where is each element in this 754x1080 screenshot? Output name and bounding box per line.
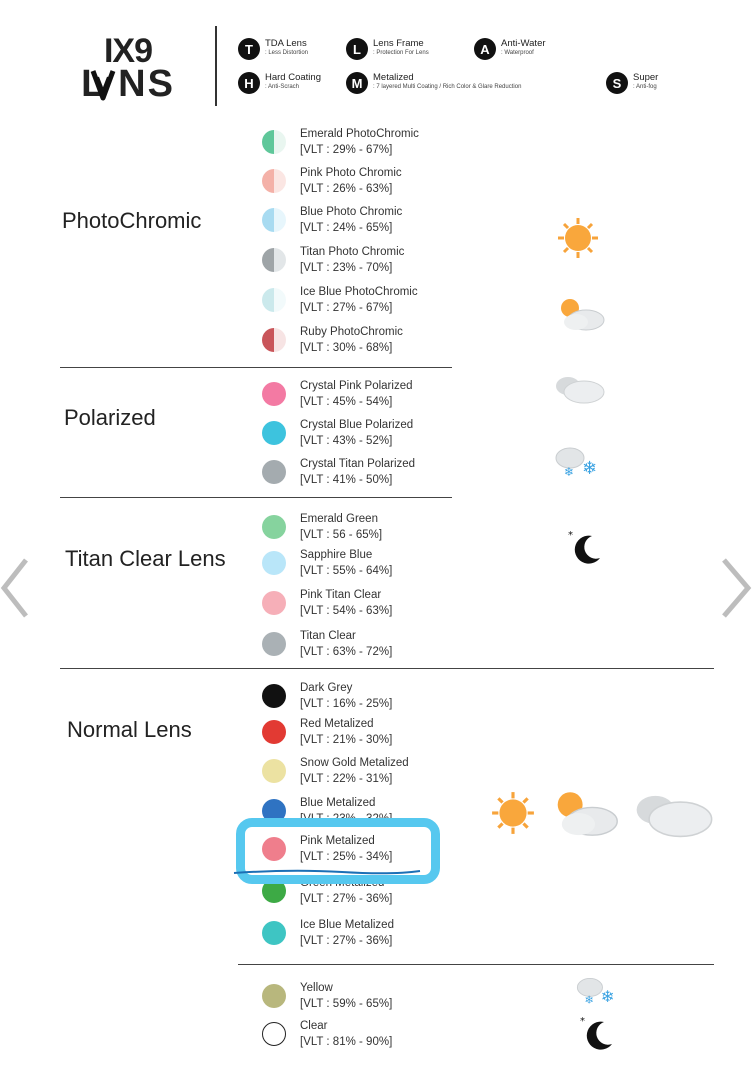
legend-name: Super	[633, 72, 659, 83]
lens-name: Green Metalized	[300, 877, 385, 889]
lens-item	[262, 716, 392, 748]
legend-item-s	[606, 72, 658, 94]
category-polarized: Polarized	[64, 405, 156, 430]
lens-item	[262, 755, 409, 787]
lens-vlt: [VLT : 30% - 68%]	[300, 342, 393, 354]
moon-icon	[566, 528, 606, 568]
legend-item-m	[346, 72, 521, 94]
category-photochromic: PhotoChromic	[62, 208, 202, 233]
lens-item	[262, 680, 392, 712]
lens-swatch	[262, 1022, 286, 1046]
lens-vlt: [VLT : 56 - 65%]	[300, 529, 383, 541]
lens-item	[262, 126, 419, 158]
legend-item-a	[474, 38, 546, 60]
highlight-underline	[232, 868, 422, 876]
legend-item-t	[238, 38, 308, 60]
svg-text:*: *	[580, 1016, 585, 1027]
lens-vlt: [VLT : 63% - 72%]	[300, 646, 393, 658]
lens-vlt: [VLT : 45% - 54%]	[300, 396, 393, 408]
lens-swatch	[262, 288, 286, 312]
sun-cloud-icon	[554, 296, 606, 332]
snow-cloud-icon	[550, 444, 608, 480]
lens-item	[262, 456, 415, 488]
svg-text:❄: ❄	[584, 993, 594, 1007]
lens-name: Red Metalized	[300, 718, 374, 730]
snow-cloud-icon	[572, 974, 624, 1008]
legend-name: Metalized	[373, 72, 414, 83]
logo-e-shield-icon	[90, 68, 116, 102]
lens-item	[262, 980, 392, 1012]
lens-name: Emerald PhotoChromic	[300, 128, 419, 140]
lens-swatch	[262, 130, 286, 154]
lens-swatch	[262, 759, 286, 783]
lens-name: Emerald Green	[300, 513, 378, 525]
legend-desc: : Less Distortion	[265, 50, 309, 56]
lens-item	[262, 284, 418, 316]
lens-name: Snow Gold Metalized	[300, 757, 409, 769]
lens-name: Crystal Titan Polarized	[300, 458, 416, 470]
category-titan-clear: Titan Clear Lens	[65, 546, 226, 571]
lens-swatch	[262, 684, 286, 708]
legend-desc: : Anti-Scrach	[265, 84, 300, 90]
lens-swatch	[262, 460, 286, 484]
legend-name: TDA Lens	[265, 38, 307, 49]
lens-item	[262, 204, 402, 236]
previous-arrow-icon[interactable]	[0, 556, 34, 620]
lens-name: Clear	[300, 1020, 328, 1032]
legend-name: Anti-Water	[501, 38, 546, 49]
lens-swatch	[262, 591, 286, 615]
lens-name: Sapphire Blue	[300, 549, 373, 561]
lens-swatch	[262, 551, 286, 575]
lens-name: Pink Photo Chromic	[300, 167, 402, 179]
lens-name: Dark Grey	[300, 682, 353, 694]
lens-vlt: [VLT : 27% - 36%]	[300, 935, 393, 947]
badge-m: M	[346, 72, 368, 94]
lens-swatch	[262, 208, 286, 232]
sun-icon	[556, 216, 600, 260]
lens-vlt: [VLT : 55% - 64%]	[300, 565, 393, 577]
lens-item	[262, 324, 403, 356]
lens-vlt: [VLT : 27% - 67%]	[300, 302, 393, 314]
cloud-icon	[550, 372, 606, 404]
lens-swatch	[262, 720, 286, 744]
lens-vlt: [VLT : 41% - 50%]	[300, 474, 393, 486]
lens-vlt: [VLT : 29% - 67%]	[300, 144, 393, 156]
lens-name: Pink Metalized	[300, 835, 375, 847]
legend-name: Hard Coating	[265, 72, 321, 83]
lens-vlt: [VLT : 21% - 30%]	[300, 734, 393, 746]
lens-item	[262, 511, 382, 543]
lens-vlt: [VLT : 22% - 31%]	[300, 773, 393, 785]
section-divider	[238, 964, 714, 965]
lens-name: Titan Clear	[300, 630, 356, 642]
lens-swatch	[262, 984, 286, 1008]
sun-cloud-icon	[548, 788, 620, 838]
cloud-icon	[626, 788, 716, 838]
lens-swatch	[262, 382, 286, 406]
lens-name: Crystal Blue Polarized	[300, 419, 414, 431]
lens-name: Blue Photo Chromic	[300, 206, 403, 218]
lens-vlt: [VLT : 27% - 36%]	[300, 893, 393, 905]
lens-swatch	[262, 328, 286, 352]
lens-item	[262, 417, 413, 449]
lens-item	[262, 378, 412, 410]
lens-vlt: [VLT : 23% - 70%]	[300, 262, 393, 274]
lens-name: Blue Metalized	[300, 797, 376, 809]
lens-swatch	[262, 632, 286, 656]
lens-item	[262, 244, 404, 276]
lens-name: Titan Photo Chromic	[300, 246, 405, 258]
category-normal: Normal Lens	[67, 717, 192, 742]
legend-name: Lens Frame	[373, 38, 424, 49]
lens-name: Pink Titan Clear	[300, 589, 382, 601]
lens-item	[262, 1018, 392, 1050]
badge-h: H	[238, 72, 260, 94]
moon-icon	[578, 1014, 618, 1054]
lens-swatch	[262, 421, 286, 445]
svg-text:❄: ❄	[582, 458, 598, 479]
section-divider	[60, 497, 452, 498]
lens-name: Ruby PhotoChromic	[300, 326, 403, 338]
lens-swatch	[262, 921, 286, 945]
logo-line1: IX9	[103, 32, 153, 70]
lens-name: Ice Blue Metalized	[300, 919, 394, 931]
lens-item	[262, 547, 392, 579]
lens-vlt: [VLT : 16% - 25%]	[300, 698, 393, 710]
legend-desc: : Waterproof	[501, 50, 534, 56]
lens-vlt: [VLT : 43% - 52%]	[300, 435, 393, 447]
legend-desc: : 7 layered Multi Coating / Rich Color & Glare Reduction	[373, 84, 522, 90]
logo-line2: L NS	[81, 63, 175, 105]
lens-vlt: [VLT : 54% - 63%]	[300, 605, 393, 617]
section-divider	[60, 367, 452, 368]
lens-item	[262, 587, 392, 619]
badge-t: T	[238, 38, 260, 60]
header-divider	[215, 26, 217, 106]
sun-icon	[490, 790, 536, 836]
legend-desc: : Protection For Lens	[373, 50, 429, 56]
lens-vlt: [VLT : 81% - 90%]	[300, 1036, 393, 1048]
lens-vlt: [VLT : 59% - 65%]	[300, 998, 393, 1010]
lens-vlt: [VLT : 25% - 34%]	[300, 851, 393, 863]
svg-text:*: *	[568, 530, 573, 541]
lens-name: Crystal Pink Polarized	[300, 380, 413, 392]
lens-vlt: [VLT : 26% - 63%]	[300, 183, 393, 195]
legend-item-h	[238, 72, 321, 94]
next-arrow-icon[interactable]	[718, 556, 752, 620]
lens-vlt: [VLT : 23% - 32%]	[300, 813, 393, 825]
brand-logo	[68, 32, 188, 105]
badge-a: A	[474, 38, 496, 60]
lens-item	[262, 165, 402, 197]
badge-s: S	[606, 72, 628, 94]
badge-l: L	[346, 38, 368, 60]
lens-name: Yellow	[300, 982, 333, 994]
lens-name: Ice Blue PhotoChromic	[300, 286, 418, 298]
svg-text:❄: ❄	[564, 465, 575, 479]
svg-text:❄: ❄	[600, 986, 615, 1006]
lens-swatch	[262, 169, 286, 193]
lens-swatch	[262, 248, 286, 272]
lens-item	[262, 917, 394, 949]
lens-item	[262, 628, 392, 660]
legend-item-l	[346, 38, 429, 60]
section-divider	[60, 668, 714, 669]
lens-swatch	[262, 515, 286, 539]
lens-vlt: [VLT : 24% - 65%]	[300, 222, 393, 234]
legend-desc: : Anti-fog	[633, 84, 657, 90]
